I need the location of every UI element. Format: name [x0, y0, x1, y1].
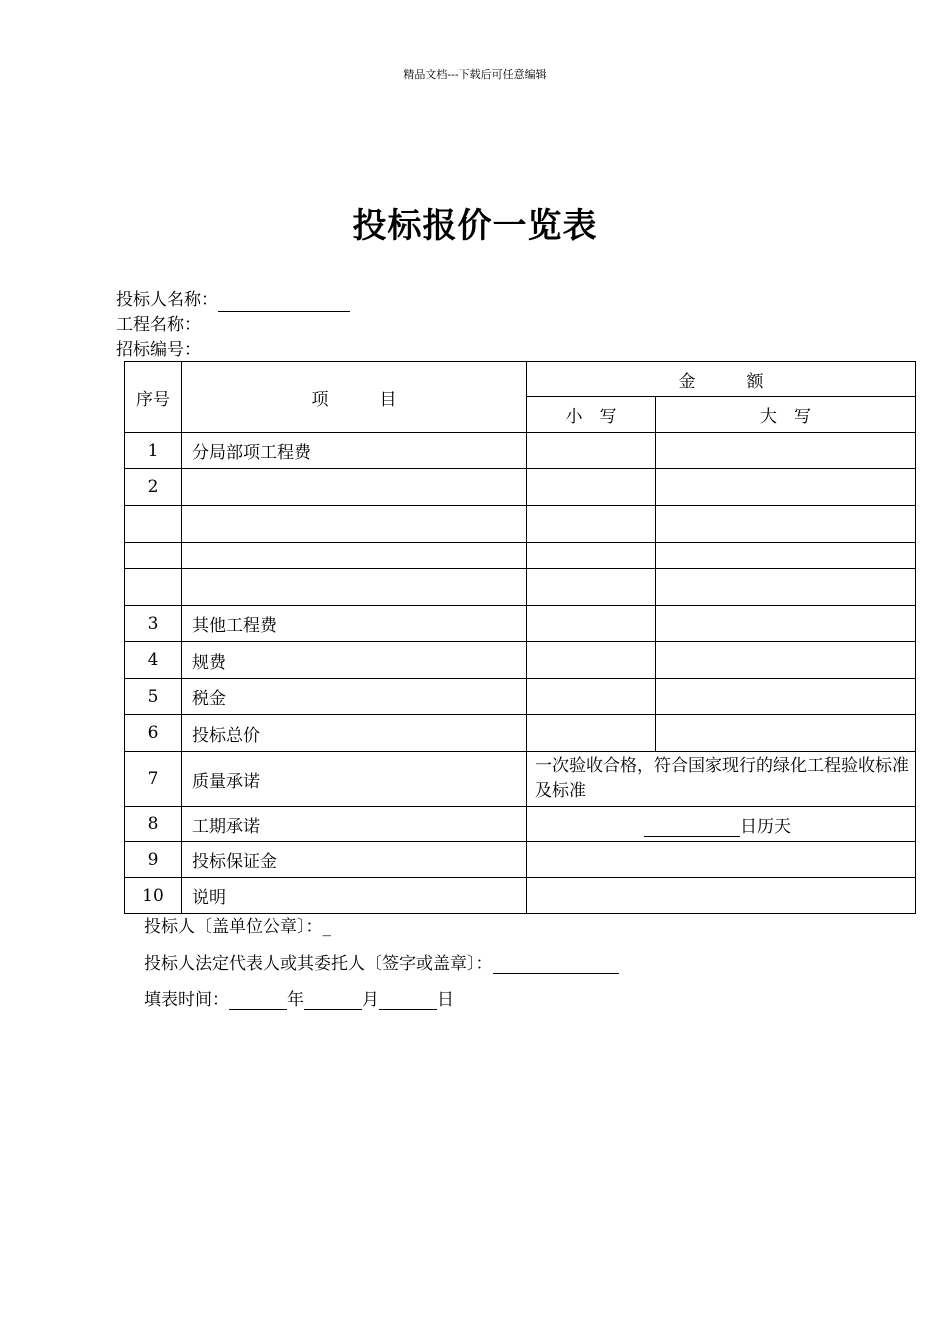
- project-name-label: 工程名称：: [116, 315, 201, 335]
- row-item: 分局部项工程费: [182, 433, 527, 469]
- row-seq: 4: [125, 642, 182, 679]
- row-seq: 6: [125, 715, 182, 752]
- row-item: 投标总价: [182, 715, 527, 752]
- row-seq: 7: [125, 752, 182, 807]
- page-header: 精品文档---下载后可任意编辑: [403, 68, 547, 81]
- row-item: 税金: [182, 679, 527, 715]
- row-large-amount[interactable]: [656, 433, 916, 469]
- table-row: [125, 543, 916, 569]
- table-row: [125, 642, 916, 679]
- row-seq: 9: [125, 842, 182, 878]
- year-label: 年: [287, 990, 304, 1010]
- table-row: [125, 715, 916, 752]
- row-small-amount[interactable]: [527, 543, 656, 569]
- header-amount: 金 额: [527, 362, 916, 397]
- bid-bond-value[interactable]: [527, 842, 916, 878]
- row-seq: 1: [125, 433, 182, 469]
- row-item: 规费: [182, 642, 527, 679]
- row-large-amount[interactable]: [656, 469, 916, 506]
- row-small-amount[interactable]: [527, 569, 656, 606]
- bidder-name-label: 投标人名称：: [116, 290, 218, 310]
- table-row: [125, 506, 916, 543]
- row-small-amount[interactable]: [527, 715, 656, 752]
- row-seq: 3: [125, 606, 182, 642]
- row-large-amount[interactable]: [656, 715, 916, 752]
- header-large-amount: 大 写: [656, 397, 916, 433]
- bidder-name-line: [116, 288, 350, 312]
- period-days-suffix: 日历天: [740, 816, 791, 837]
- row-small-amount[interactable]: [527, 679, 656, 715]
- row-item: 其他工程费: [182, 606, 527, 642]
- table-row: [125, 433, 916, 469]
- table-row: [125, 606, 916, 642]
- header-item: 项 目: [182, 362, 527, 433]
- row-seq: [125, 506, 182, 543]
- row-seq: 8: [125, 807, 182, 842]
- quality-commitment-value: 一次验收合格，符合国家现行的绿化工程验收标准及标准: [527, 752, 916, 807]
- row-item[interactable]: [182, 543, 527, 569]
- row-item[interactable]: [182, 569, 527, 606]
- row-item: 说明: [182, 878, 527, 914]
- representative-line: [144, 949, 619, 974]
- row-item: 质量承诺: [182, 752, 527, 807]
- table-row: [125, 569, 916, 606]
- seal-line: 投标人〔盖单位公章〕：_: [144, 917, 331, 937]
- row-seq: 5: [125, 679, 182, 715]
- row-large-amount[interactable]: [656, 506, 916, 543]
- header-small-amount: 小 写: [527, 397, 656, 433]
- month-label: 月: [362, 990, 379, 1010]
- table-row-period: [125, 807, 916, 842]
- row-small-amount[interactable]: [527, 433, 656, 469]
- row-large-amount[interactable]: [656, 543, 916, 569]
- row-small-amount[interactable]: [527, 506, 656, 543]
- table-row: [125, 469, 916, 506]
- row-large-amount[interactable]: [656, 642, 916, 679]
- day-label: 日: [437, 990, 454, 1010]
- document-title: 投标报价一览表: [352, 206, 598, 246]
- row-item: 工期承诺: [182, 807, 527, 842]
- row-item: 投标保证金: [182, 842, 527, 878]
- row-seq: 10: [125, 878, 182, 914]
- row-large-amount[interactable]: [656, 569, 916, 606]
- table-row-quality: [125, 752, 916, 807]
- row-seq: 2: [125, 469, 182, 506]
- month-blank[interactable]: [304, 991, 362, 1010]
- tender-number-label: 招标编号：: [116, 340, 201, 360]
- table-row-note: [125, 878, 916, 914]
- day-blank[interactable]: [379, 991, 437, 1010]
- note-value[interactable]: [527, 878, 916, 914]
- row-seq: [125, 543, 182, 569]
- date-line: [144, 985, 454, 1010]
- table-row: [125, 679, 916, 715]
- representative-signature-blank[interactable]: [493, 955, 619, 974]
- row-small-amount[interactable]: [527, 606, 656, 642]
- date-label: 填表时间：: [144, 990, 229, 1010]
- row-item[interactable]: [182, 469, 527, 506]
- row-large-amount[interactable]: [656, 606, 916, 642]
- table-row-bond: [125, 842, 916, 878]
- row-large-amount[interactable]: [656, 679, 916, 715]
- header-seq: 序号: [125, 362, 182, 433]
- period-days-blank[interactable]: [644, 818, 740, 837]
- row-seq: [125, 569, 182, 606]
- row-item[interactable]: [182, 506, 527, 543]
- quote-table: [124, 361, 916, 914]
- period-commitment-cell: [527, 807, 916, 842]
- row-small-amount[interactable]: [527, 642, 656, 679]
- year-blank[interactable]: [229, 991, 287, 1010]
- bidder-name-blank[interactable]: [218, 293, 350, 312]
- representative-label: 投标人法定代表人或其委托人〔签字或盖章〕：: [144, 954, 493, 974]
- row-small-amount[interactable]: [527, 469, 656, 506]
